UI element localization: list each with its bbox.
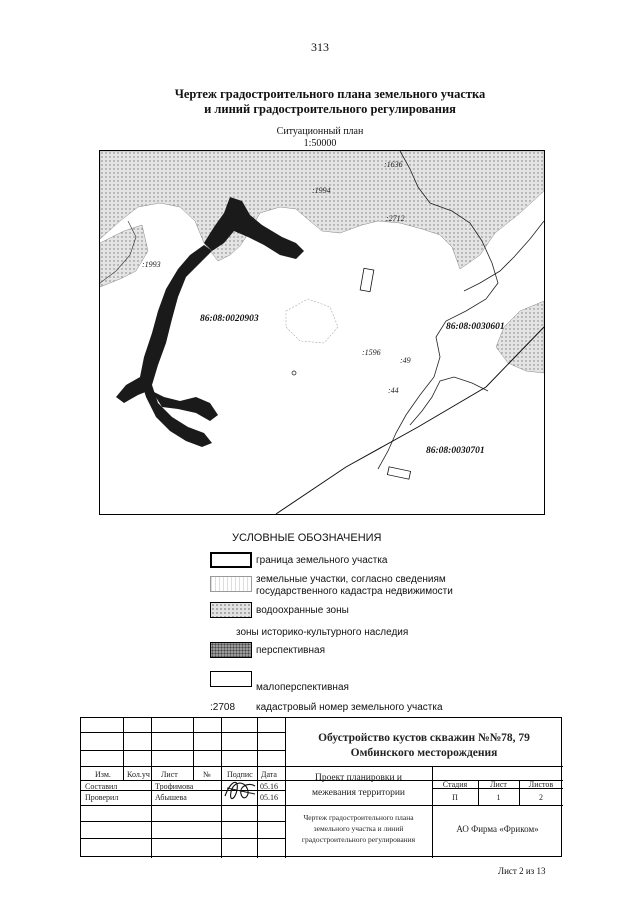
cadastral-label-44: :44 (388, 386, 399, 395)
sheet-value: 1 (496, 793, 501, 802)
row2-role: Проверил (85, 793, 119, 802)
parcel-label-0020903: 86:08:0020903 (200, 314, 259, 324)
cadastral-label-2712: :2712 (386, 214, 405, 223)
sheets-value: 2 (539, 793, 543, 802)
parcel-label-0030701: 86:08:0030701 (426, 446, 485, 456)
project-line2: межевания территории (311, 788, 406, 798)
cadastral-label-49: :49 (400, 356, 411, 365)
legend-swatch-water-zone (210, 602, 252, 618)
legend-low-perspective-text: малоперспективная (256, 682, 349, 693)
header-date: Дата (261, 770, 277, 779)
legend-cadastre-line2: государственного кадастра недвижимости (256, 586, 453, 597)
project-line1: Проект планировки и (314, 773, 403, 783)
sheet-counter: Лист 2 из 13 (498, 866, 546, 876)
legend-swatch-low-perspective (210, 671, 252, 687)
stage-header: Стадия (442, 780, 468, 789)
situation-plan-caption (0, 126, 640, 150)
signature-image (221, 774, 261, 806)
parcel-label-0030601: 86:08:0030601 (446, 322, 505, 332)
cadastral-label-1596: :1596 (362, 348, 381, 357)
water-zone-top (100, 151, 544, 269)
sheets-header: Листов (528, 780, 554, 789)
drawing-line3: градостроительного регулирования (301, 835, 416, 844)
header-kol-uch: Кол.уч (127, 770, 150, 779)
drawing-title-line1: Чертеж градостроительного плана земельного участка (174, 87, 486, 101)
cadastral-label-1636: :1636 (384, 160, 403, 169)
stage-value: П (452, 793, 458, 802)
heritage-zone-main (140, 245, 212, 447)
situation-map (99, 150, 545, 515)
header-number: № (203, 770, 211, 779)
sheet-header: Лист (490, 780, 507, 789)
header-izm: Изм. (95, 770, 111, 779)
drawing-line1: Чертеж градостроительного плана (303, 813, 414, 822)
situation-plan-label: Ситуационный план (276, 126, 364, 137)
legend-cadastral-sample: :2708 (210, 702, 236, 713)
header-signature: Подпис (227, 770, 253, 779)
legend-cadastre-text (256, 574, 453, 598)
legend-heritage-heading: зоны историко-культурного наследия (236, 627, 409, 638)
row1-name: Трофимова (155, 782, 194, 791)
legend-perspective-text: перспективная (256, 645, 325, 656)
situation-plan-scale: 1:50000 (303, 138, 337, 149)
legend-cadastre-line1: земельные участки, согласно сведениям (256, 574, 446, 585)
legend-water-zone-text: водоохранные зоны (256, 605, 349, 616)
survey-point (292, 371, 296, 375)
object-name-line1: Обустройство кустов скважин №№78, 79 (318, 732, 530, 744)
river-meander (410, 377, 488, 425)
map-canvas (100, 151, 544, 514)
cadastral-label-1994: :1994 (312, 186, 331, 195)
drawing-title-line2: и линий градостроительного регулирования (204, 102, 456, 116)
cadastral-label-1993: :1993 (142, 260, 161, 269)
cadastral-plot-1 (360, 268, 374, 291)
row2-name: Абышева (155, 793, 187, 802)
company-name: АО Фирма «Фриком» (456, 824, 539, 834)
legend-boundary-text: граница земельного участка (256, 555, 388, 566)
legend-swatch-cadastre (210, 576, 252, 592)
object-name-line2: Омбинского месторождения (350, 747, 498, 759)
cadastral-plot-2 (387, 467, 410, 479)
row2-date: 05.16 (260, 793, 278, 802)
legend-swatch-perspective (210, 642, 252, 658)
legend-cadastral-number-text: кадастровый номер земельного участка (256, 702, 443, 713)
legend-title: УСЛОВНЫЕ ОБОЗНАЧЕНИЯ (232, 532, 382, 544)
row1-date: 05.16 (260, 782, 278, 791)
row1-role: Составил (85, 782, 118, 791)
title-block (80, 717, 562, 857)
drawing-line2: земельного участка и линий (313, 824, 404, 833)
cadastral-plot-3 (286, 299, 338, 343)
page-number: 313 (311, 40, 329, 54)
legend-swatch-boundary (210, 552, 252, 568)
header-list: Лист (161, 770, 178, 779)
water-zone-right (496, 301, 544, 373)
